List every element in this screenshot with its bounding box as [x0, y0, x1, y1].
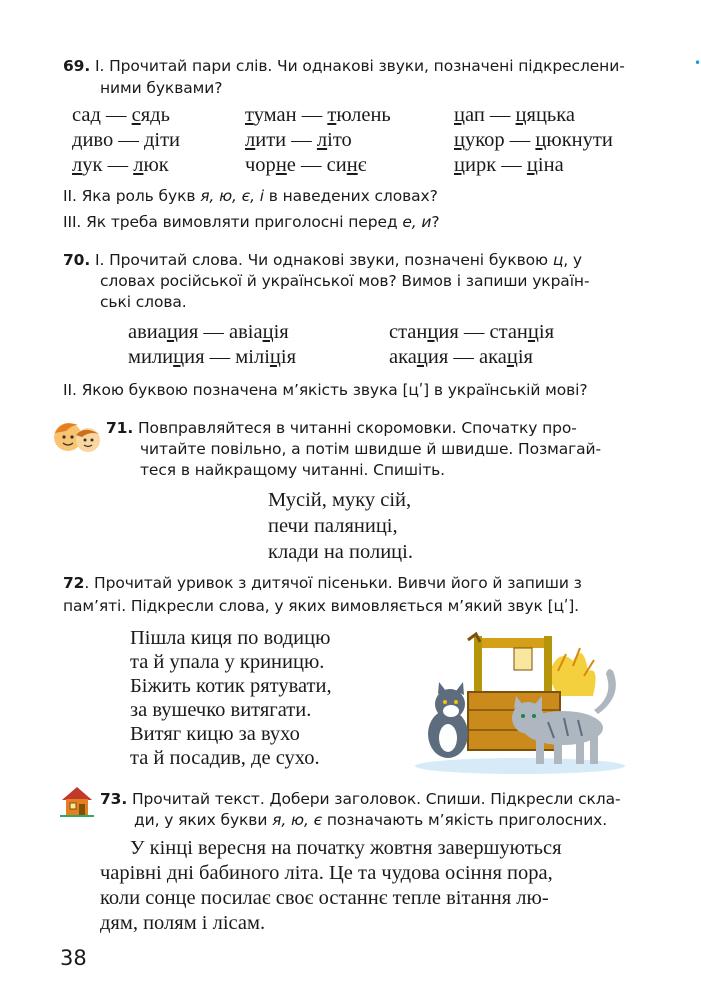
- poem-line: клади на полиці.: [268, 541, 413, 563]
- ex69-col1: [72, 103, 180, 178]
- word-text: юкнути: [546, 129, 613, 151]
- ex69-task3: ІІІ. Як треба вимовляти приголосні перед е, и?: [63, 213, 440, 231]
- underlined-letter: ц: [262, 321, 274, 343]
- poem-line: за вушечко витягати.: [130, 699, 312, 721]
- underlined-letter: ц: [515, 104, 527, 126]
- word-text: іто: [327, 129, 352, 151]
- margin-dot-icon: •: [694, 56, 701, 70]
- underlined-letter: ц: [427, 321, 439, 343]
- word-pair: [454, 153, 613, 178]
- underlined-letter: ц: [173, 346, 185, 368]
- word-text: укор —: [464, 129, 536, 151]
- ex73-line1: 73. Прочитай текст. Добери заголовок. Спиши. Підкресли скла-: [100, 790, 621, 808]
- ex69-task1: [63, 56, 653, 77]
- word-text: мили: [128, 346, 174, 368]
- poem-line: печи паляниці,: [268, 515, 398, 537]
- ex73-number: 73.: [100, 790, 128, 808]
- word-pair: [245, 128, 391, 153]
- house-icon: [60, 785, 94, 817]
- poem-line: Мусій, муку сій,: [268, 489, 412, 511]
- underlined-letter: н: [275, 154, 287, 176]
- poem-line: Витяг кицю за вухо: [130, 723, 300, 745]
- ex69-task1-line1: І. Прочитай пари слів. Чи однакові звуки, позначені підкреслени-: [95, 57, 625, 75]
- underlined-letter: ц: [454, 129, 465, 151]
- word-text: сад: [72, 104, 101, 126]
- ex70-line2: словах російської й української мов? Вимов і запиши україн-: [100, 272, 590, 290]
- underlined-letter: л: [245, 129, 256, 151]
- underlined-letter: ц: [454, 104, 465, 126]
- word-text: ядь: [140, 104, 170, 126]
- underlined-letter: т: [327, 104, 337, 126]
- poem-line: Пішла киця по водицю: [130, 627, 331, 649]
- page-number: 38: [60, 946, 87, 970]
- word-text: ап —: [464, 104, 516, 126]
- word-text: стан: [389, 321, 428, 343]
- underlined-letter: ц: [454, 154, 465, 176]
- paragraph-line: дям, полям і лісам.: [100, 912, 266, 934]
- underlined-letter: ц: [535, 129, 547, 151]
- underlined-letter: л: [72, 154, 83, 176]
- underlined-letter: с: [131, 104, 141, 126]
- word-text: іна: [537, 154, 564, 176]
- word-text: ия — мілі: [184, 346, 270, 368]
- underlined-letter: л: [316, 129, 328, 151]
- ex69-task2: ІІ. Яка роль букв я, ю, є, і в наведених словах?: [63, 187, 438, 205]
- poem-line: та й посадив, де сухо.: [130, 747, 320, 769]
- word-pair: [128, 320, 296, 345]
- word-pair: [72, 103, 180, 128]
- ex69-task1-line2: ними буквами?: [100, 79, 223, 97]
- ex69-col3: [454, 103, 613, 178]
- word-text: ия — ака: [427, 346, 507, 368]
- word-text: ия — стан: [438, 321, 528, 343]
- underlined-letter: ц: [527, 321, 539, 343]
- word-text: ити —: [255, 129, 317, 151]
- word-pair: [454, 103, 613, 128]
- underlined-letter: ц: [269, 346, 281, 368]
- word-text: іти: [154, 129, 181, 151]
- underlined-letter: ц: [416, 346, 428, 368]
- poem-line: Біжить котик рятувати,: [130, 675, 332, 697]
- word-pair: [389, 345, 554, 370]
- underlined-letter: т: [245, 104, 254, 126]
- ex70-line3: ські слова.: [100, 293, 187, 311]
- word-text: е — си: [286, 154, 347, 176]
- underlined-letter: ц: [506, 346, 518, 368]
- underlined-letter: д: [72, 129, 83, 151]
- ex70-line1: 70. І. Прочитай слова. Чи однакові звуки, позначені буквою ц, у: [63, 251, 583, 269]
- paragraph-line: чарівні дні бабиного літа. Це та чудова осіння пора,: [100, 862, 553, 884]
- word-text: яцька: [526, 104, 576, 126]
- underlined-letter: д: [143, 129, 155, 151]
- word-pair: [245, 153, 391, 178]
- poem-line: та й упала у криницю.: [130, 651, 325, 673]
- well-and-cats-illustration: [408, 626, 630, 776]
- word-text: ія: [280, 346, 296, 368]
- ex73-paragraph: [100, 836, 562, 936]
- underlined-letter: л: [133, 154, 144, 176]
- ex71-line1: 71. Повправляйтеся в читанні скоромовки. Спочатку про-: [106, 419, 577, 437]
- ex72-number: 72: [63, 574, 85, 592]
- word-text: ія: [517, 346, 533, 368]
- underlined-letter: н: [346, 154, 358, 176]
- ex72-line2: пам’яті. Підкресли слова, у яких вимовляється м’який звук [цʹ].: [63, 597, 579, 615]
- underlined-letter: ц: [166, 321, 178, 343]
- word-text: ія: [273, 321, 289, 343]
- underlined-letter: ц: [526, 154, 538, 176]
- ex71-line3: теся в найкращому читанні. Спишіть.: [140, 461, 445, 479]
- word-text: чор: [245, 154, 276, 176]
- paragraph-line: У кінці вересня на початку жовтня завершуються: [130, 837, 562, 859]
- word-pair: [72, 128, 180, 153]
- ex71-number: 71.: [106, 419, 134, 437]
- word-pair: [245, 103, 391, 128]
- ex72-poem: [130, 626, 332, 770]
- ex70-col2: [389, 320, 554, 370]
- word-pair: [454, 128, 613, 153]
- word-text: авиа: [128, 321, 167, 343]
- two-children-icon: [52, 415, 102, 455]
- ex72-line1: 72. Прочитай уривок з дитячої пісеньки. Вивчи його й запиши з: [63, 574, 582, 592]
- word-text: ія: [538, 321, 555, 343]
- ex70-task2: ІІ. Якою буквою позначена м’якість звука [цʹ] в українській мові?: [63, 381, 588, 399]
- ex73-line2: ди, у яких букви я, ю, є позначають м’якість приголосних.: [134, 811, 608, 829]
- word-text: юк: [143, 154, 169, 176]
- word-pair: [72, 153, 180, 178]
- ex71-line2: читайте повільно, а потім швидше й швидше. Позмагай-: [140, 440, 602, 458]
- ex70-number: 70.: [63, 251, 91, 269]
- word-text: ия — авіа: [177, 321, 263, 343]
- word-pair: [128, 345, 296, 370]
- word-text: ака: [389, 346, 417, 368]
- ex69-number: 69.: [63, 57, 91, 75]
- word-text: —: [100, 104, 132, 126]
- paragraph-line: коли сонце посилає своє останнє тепле вітання лю-: [100, 887, 549, 909]
- word-text: уман —: [253, 104, 328, 126]
- word-text: юлень: [336, 104, 391, 126]
- word-text: є: [357, 154, 367, 176]
- ex69-col2: [245, 103, 391, 178]
- word-text: иво —: [82, 129, 144, 151]
- ex71-poem: [268, 487, 413, 565]
- word-pair: [389, 320, 554, 345]
- word-text: ук —: [82, 154, 134, 176]
- word-text: ирк —: [464, 154, 527, 176]
- ex70-col1: [128, 320, 296, 370]
